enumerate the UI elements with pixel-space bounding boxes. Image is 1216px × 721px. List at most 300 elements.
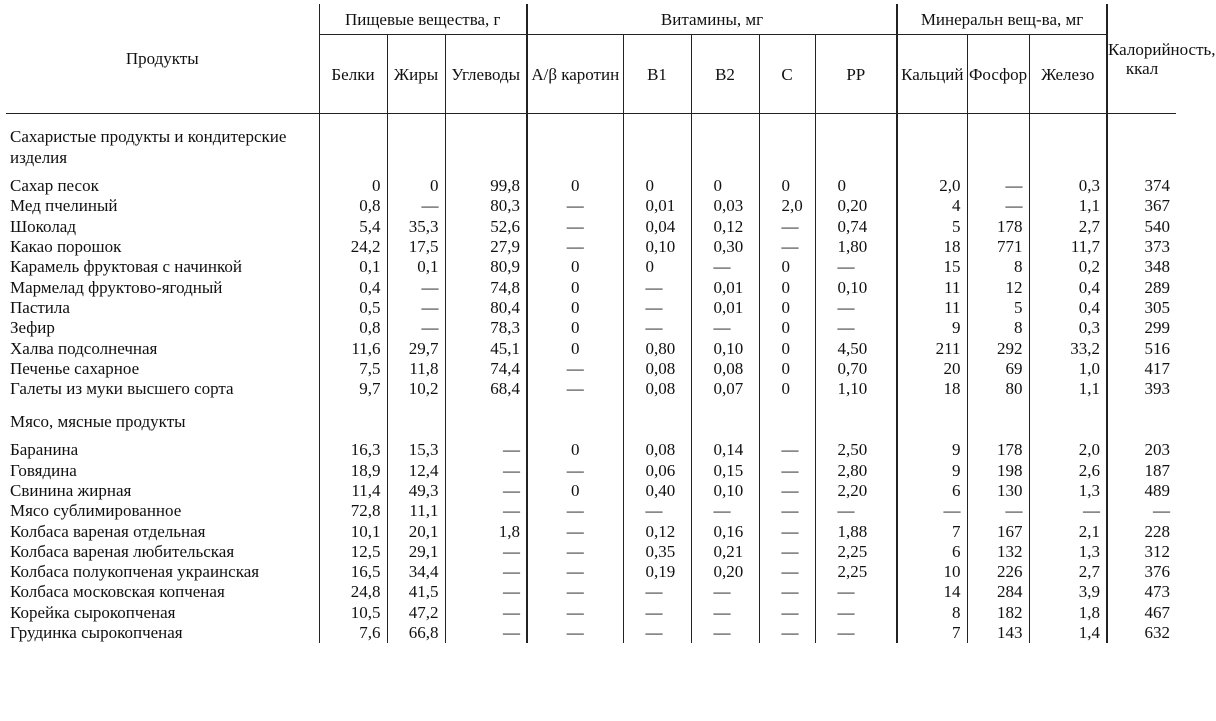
- vit-a-cell: —: [527, 217, 623, 237]
- fat-cell: 10,2: [387, 379, 445, 399]
- vit-b1-cell: [623, 399, 691, 432]
- calcium-cell: 8: [897, 603, 967, 623]
- product-name: Колбаса вареная отдельная: [10, 521, 206, 541]
- calcium-cell: 2,0: [897, 176, 967, 196]
- vit-b1-cell: 0,08: [623, 440, 691, 460]
- product-name: Колбаса полукопченая украинская: [10, 562, 260, 582]
- protein-cell: 5,4: [319, 217, 387, 237]
- vit-a-cell: —: [527, 521, 623, 541]
- phosphorus-cell: 198: [967, 461, 1029, 481]
- pp-header: PP: [815, 35, 897, 114]
- vit-a-cell: 0: [527, 277, 623, 297]
- calcium-cell: 14: [897, 582, 967, 602]
- iron-header: Железо: [1029, 35, 1107, 114]
- vit-c-cell: 0: [759, 298, 815, 318]
- minerals-group-header: Минеральн вещ-ва, мг: [897, 4, 1107, 35]
- calcium-cell: 4: [897, 196, 967, 216]
- vit-c-cell: [759, 114, 815, 169]
- nutrients-group-header: Пищевые вещества, г: [319, 4, 527, 35]
- vit-b1-cell: 0,01: [623, 196, 691, 216]
- vit-pp-cell: —: [815, 501, 897, 521]
- carbs-cell: 80,9: [445, 257, 527, 277]
- carbs-cell: —: [445, 582, 527, 602]
- vit-a-cell: —: [527, 562, 623, 582]
- protein-cell: 16,3: [319, 440, 387, 460]
- product-name: Колбаса вареная любительская: [10, 541, 235, 561]
- calcium-cell: 9: [897, 461, 967, 481]
- vit-b2-cell: —: [691, 318, 759, 338]
- carbs-cell: 99,8: [445, 176, 527, 196]
- vit-b2-cell: 0,01: [691, 298, 759, 318]
- calcium-cell: 6: [897, 542, 967, 562]
- protein-cell: 24,8: [319, 582, 387, 602]
- fat-cell: 29,7: [387, 338, 445, 358]
- table-row: [6, 603, 1176, 623]
- vit-b2-cell: 0,14: [691, 440, 759, 460]
- vit-c-cell: [759, 399, 815, 432]
- vit-pp-cell: —: [815, 318, 897, 338]
- vit-b2-cell: —: [691, 623, 759, 643]
- vit-pp-cell: [815, 432, 897, 440]
- vit-b1-cell: [623, 432, 691, 440]
- vit-pp-cell: 0: [815, 176, 897, 196]
- vit-a-cell: [527, 399, 623, 432]
- fat-cell: [387, 168, 445, 176]
- protein-cell: 24,2: [319, 237, 387, 257]
- table-row: [6, 623, 1176, 643]
- table-row: [6, 359, 1176, 379]
- table-body: [6, 114, 1176, 644]
- iron-cell: [1029, 432, 1107, 440]
- vit-b1-cell: —: [623, 277, 691, 297]
- phosphorus-cell: 292: [967, 338, 1029, 358]
- vit-c-cell: 0: [759, 318, 815, 338]
- iron-cell: 0,3: [1029, 176, 1107, 196]
- carbs-cell: 74,8: [445, 277, 527, 297]
- section-title: Сахаристые продукты и кондитерские изделия: [10, 127, 287, 167]
- vit-c-cell: —: [759, 623, 815, 643]
- calories-cell: 299: [1107, 318, 1176, 338]
- phosphorus-cell: 80: [967, 379, 1029, 399]
- table-row: [6, 217, 1176, 237]
- phosphorus-cell: 226: [967, 562, 1029, 582]
- product-name: Колбаса московская копченая: [10, 582, 225, 602]
- calcium-cell: 15: [897, 257, 967, 277]
- phosphorus-cell: 8: [967, 318, 1029, 338]
- calories-cell: [1107, 114, 1176, 169]
- phosphorus-header: Фосфор: [967, 35, 1029, 114]
- product-name: Мед пчелиный: [10, 196, 118, 216]
- carbs-cell: —: [445, 623, 527, 643]
- vit-a-cell: —: [527, 542, 623, 562]
- vit-b1-cell: 0,08: [623, 359, 691, 379]
- vit-a-cell: 0: [527, 440, 623, 460]
- vit-pp-cell: 0,74: [815, 217, 897, 237]
- iron-cell: 2,0: [1029, 440, 1107, 460]
- vit-c-cell: —: [759, 501, 815, 521]
- calories-cell: 374: [1107, 176, 1176, 196]
- iron-cell: 11,7: [1029, 237, 1107, 257]
- vit-c-cell: 0: [759, 359, 815, 379]
- vit-a-cell: [527, 168, 623, 176]
- vit-b2-cell: 0,21: [691, 542, 759, 562]
- product-name: Мясо сублимированное: [10, 501, 182, 521]
- vit-b1-cell: —: [623, 298, 691, 318]
- vit-b1-cell: 0,10: [623, 237, 691, 257]
- fat-cell: 34,4: [387, 562, 445, 582]
- vit-pp-cell: [815, 168, 897, 176]
- vit-pp-cell: —: [815, 257, 897, 277]
- calories-cell: 632: [1107, 623, 1176, 643]
- table-row: [6, 440, 1176, 460]
- vit-pp-cell: 2,25: [815, 562, 897, 582]
- protein-cell: 12,5: [319, 542, 387, 562]
- protein-cell: 72,8: [319, 501, 387, 521]
- protein-cell: 11,4: [319, 481, 387, 501]
- product-name: Свинина жирная: [10, 481, 132, 500]
- phosphorus-cell: [967, 168, 1029, 176]
- vit-pp-cell: 2,80: [815, 461, 897, 481]
- calcium-cell: [897, 168, 967, 176]
- protein-cell: 0,1: [319, 257, 387, 277]
- calcium-cell: 7: [897, 623, 967, 643]
- calcium-cell: 18: [897, 379, 967, 399]
- calories-cell: 489: [1107, 481, 1176, 501]
- protein-cell: 18,9: [319, 461, 387, 481]
- section-title: Мясо, мясные продукты: [10, 412, 186, 432]
- table-row: [6, 461, 1176, 481]
- table-row: [6, 542, 1176, 562]
- calcium-cell: 11: [897, 298, 967, 318]
- table-row: [6, 298, 1176, 318]
- carbs-cell: 52,6: [445, 217, 527, 237]
- iron-cell: 2,1: [1029, 521, 1107, 541]
- vit-b2-cell: —: [691, 501, 759, 521]
- vit-pp-cell: 0,70: [815, 359, 897, 379]
- table-row: [6, 562, 1176, 582]
- vit-c-cell: —: [759, 217, 815, 237]
- calcium-cell: [897, 432, 967, 440]
- vit-b2-cell: [691, 168, 759, 176]
- protein-cell: [319, 114, 387, 169]
- vit-pp-cell: 0,10: [815, 277, 897, 297]
- vit-b1-cell: 0,12: [623, 521, 691, 541]
- vit-c-cell: [759, 432, 815, 440]
- calories-cell: 348: [1107, 257, 1176, 277]
- fat-cell: 66,8: [387, 623, 445, 643]
- vitamins-group-header: Витамины, мг: [527, 4, 897, 35]
- vit-b1-cell: —: [623, 623, 691, 643]
- vit-c-cell: —: [759, 562, 815, 582]
- calories-cell: [1107, 432, 1176, 440]
- protein-cell: 16,5: [319, 562, 387, 582]
- vit-b2-cell: 0,12: [691, 217, 759, 237]
- phosphorus-cell: —: [967, 501, 1029, 521]
- iron-cell: 0,3: [1029, 318, 1107, 338]
- table-row: [6, 196, 1176, 216]
- protein-cell: 0: [319, 176, 387, 196]
- table-row: [6, 237, 1176, 257]
- calcium-cell: 18: [897, 237, 967, 257]
- calcium-cell: 10: [897, 562, 967, 582]
- phosphorus-cell: 771: [967, 237, 1029, 257]
- calories-cell: 540: [1107, 217, 1176, 237]
- phosphorus-cell: —: [967, 196, 1029, 216]
- protein-cell: [319, 432, 387, 440]
- calories-cell: 187: [1107, 461, 1176, 481]
- carbs-cell: 78,3: [445, 318, 527, 338]
- iron-cell: 33,2: [1029, 338, 1107, 358]
- fat-cell: 17,5: [387, 237, 445, 257]
- calories-cell: 467: [1107, 603, 1176, 623]
- vit-b1-cell: —: [623, 501, 691, 521]
- fat-cell: 15,3: [387, 440, 445, 460]
- calcium-cell: 11: [897, 277, 967, 297]
- vit-c-cell: —: [759, 582, 815, 602]
- carbs-cell: 27,9: [445, 237, 527, 257]
- vit-a-cell: —: [527, 237, 623, 257]
- vit-pp-cell: 1,10: [815, 379, 897, 399]
- calcium-header: Кальций: [897, 35, 967, 114]
- fat-cell: 47,2: [387, 603, 445, 623]
- protein-cell: 0,8: [319, 318, 387, 338]
- calcium-cell: 9: [897, 318, 967, 338]
- vit-c-cell: —: [759, 481, 815, 501]
- vit-a-cell: —: [527, 582, 623, 602]
- calcium-cell: 211: [897, 338, 967, 358]
- vit-pp-cell: 2,25: [815, 542, 897, 562]
- product-name: Сахар песок: [10, 176, 99, 196]
- carbs-cell: [445, 399, 527, 432]
- phosphorus-cell: 8: [967, 257, 1029, 277]
- vit-c-cell: —: [759, 237, 815, 257]
- vit-pp-cell: 0,20: [815, 196, 897, 216]
- calcium-cell: [897, 114, 967, 169]
- vit-b2-cell: 0,15: [691, 461, 759, 481]
- carbs-cell: —: [445, 461, 527, 481]
- protein-cell: 11,6: [319, 338, 387, 358]
- vit-c-cell: [759, 168, 815, 176]
- carbs-cell: —: [445, 501, 527, 521]
- iron-cell: 1,1: [1029, 196, 1107, 216]
- iron-cell: [1029, 399, 1107, 432]
- vit-a-cell: —: [527, 461, 623, 481]
- phosphorus-cell: 143: [967, 623, 1029, 643]
- calories-cell: 373: [1107, 237, 1176, 257]
- vit-b2-cell: 0,10: [691, 481, 759, 501]
- protein-cell: 7,5: [319, 359, 387, 379]
- vit-pp-cell: 4,50: [815, 338, 897, 358]
- vit-a-cell: 0: [527, 481, 623, 501]
- vit-c-cell: 2,0: [759, 196, 815, 216]
- carbs-cell: 80,4: [445, 298, 527, 318]
- table-row: [6, 257, 1176, 277]
- calcium-cell: 20: [897, 359, 967, 379]
- fat-cell: 35,3: [387, 217, 445, 237]
- fat-cell: 41,5: [387, 582, 445, 602]
- fat-cell: 0,1: [387, 257, 445, 277]
- vit-b2-cell: —: [691, 257, 759, 277]
- calories-cell: [1107, 399, 1176, 432]
- vit-c-cell: 0: [759, 277, 815, 297]
- protein-header: Белки: [319, 35, 387, 114]
- vit-b1-cell: 0,35: [623, 542, 691, 562]
- nutrition-table: [6, 4, 1216, 643]
- product-name: Халва подсолнечная: [10, 338, 158, 358]
- carbs-cell: 68,4: [445, 379, 527, 399]
- fat-cell: [387, 114, 445, 169]
- product-name: Пастила: [10, 297, 70, 317]
- vit-b1-cell: 0,80: [623, 338, 691, 358]
- protein-cell: 10,1: [319, 521, 387, 541]
- vit-b2-cell: —: [691, 603, 759, 623]
- calcium-cell: —: [897, 501, 967, 521]
- vit-b1-cell: 0,04: [623, 217, 691, 237]
- table-row: [6, 176, 1176, 196]
- product-name: Шоколад: [10, 216, 76, 236]
- calcium-cell: [897, 399, 967, 432]
- vit-b2-cell: 0,20: [691, 562, 759, 582]
- phosphorus-cell: 284: [967, 582, 1029, 602]
- vit-a-cell: —: [527, 501, 623, 521]
- vit-b2-cell: 0,03: [691, 196, 759, 216]
- phosphorus-cell: 178: [967, 440, 1029, 460]
- vit-b2-cell: —: [691, 582, 759, 602]
- product-name: Грудинка сырокопченая: [10, 623, 183, 643]
- protein-cell: 0,5: [319, 298, 387, 318]
- vit-pp-cell: 1,80: [815, 237, 897, 257]
- vit-a-cell: —: [527, 623, 623, 643]
- vit-b2-cell: 0,10: [691, 338, 759, 358]
- vit-b2-cell: [691, 432, 759, 440]
- fat-cell: 29,1: [387, 542, 445, 562]
- fat-cell: 20,1: [387, 521, 445, 541]
- calories-cell: 312: [1107, 542, 1176, 562]
- carbs-cell: 80,3: [445, 196, 527, 216]
- vit-b1-cell: —: [623, 318, 691, 338]
- vit-b2-cell: [691, 399, 759, 432]
- vit-pp-cell: [815, 114, 897, 169]
- vit-b1-cell: 0: [623, 257, 691, 277]
- table-row: [6, 582, 1176, 602]
- fat-header: Жиры: [387, 35, 445, 114]
- vit-a-cell: —: [527, 196, 623, 216]
- b1-header: B1: [623, 35, 691, 114]
- product-name: Мармелад фруктово-ягодный: [10, 277, 223, 297]
- vit-pp-cell: 2,20: [815, 481, 897, 501]
- vit-a-header: A/β каротин: [527, 35, 623, 114]
- calcium-cell: 9: [897, 440, 967, 460]
- fat-cell: 12,4: [387, 461, 445, 481]
- b2-header: B2: [691, 35, 759, 114]
- protein-cell: [319, 399, 387, 432]
- iron-cell: 0,2: [1029, 257, 1107, 277]
- calories-cell: 417: [1107, 359, 1176, 379]
- protein-cell: 0,8: [319, 196, 387, 216]
- fat-cell: 11,1: [387, 501, 445, 521]
- carbs-cell: [445, 432, 527, 440]
- vit-c-cell: —: [759, 461, 815, 481]
- iron-cell: 0,4: [1029, 298, 1107, 318]
- iron-cell: [1029, 168, 1107, 176]
- vit-b1-cell: [623, 168, 691, 176]
- section-heading-row: [6, 114, 1176, 169]
- product-name: Баранина: [10, 440, 79, 460]
- vit-b2-cell: 0: [691, 176, 759, 196]
- vit-a-cell: 0: [527, 338, 623, 358]
- carbs-cell: —: [445, 481, 527, 501]
- vit-c-cell: —: [759, 440, 815, 460]
- vit-a-cell: 0: [527, 257, 623, 277]
- vit-b2-cell: [691, 114, 759, 169]
- calories-cell: 305: [1107, 298, 1176, 318]
- product-name: Печенье сахарное: [10, 358, 140, 378]
- vit-b1-cell: —: [623, 603, 691, 623]
- fat-cell: [387, 399, 445, 432]
- phosphorus-cell: [967, 432, 1029, 440]
- calories-header: Калорийность, ккал: [1107, 4, 1176, 114]
- iron-cell: 1,4: [1029, 623, 1107, 643]
- iron-cell: 1,3: [1029, 481, 1107, 501]
- vit-c-cell: 0: [759, 176, 815, 196]
- vit-b2-cell: 0,07: [691, 379, 759, 399]
- table-row: [6, 318, 1176, 338]
- carbs-cell: 74,4: [445, 359, 527, 379]
- vit-c-cell: 0: [759, 338, 815, 358]
- vit-pp-cell: 1,88: [815, 521, 897, 541]
- iron-cell: 1,8: [1029, 603, 1107, 623]
- product-name: Корейка сырокопченая: [10, 602, 176, 622]
- vit-pp-cell: —: [815, 298, 897, 318]
- calories-cell: —: [1107, 501, 1176, 521]
- vit-b1-cell: 0,06: [623, 461, 691, 481]
- spacer-row: [6, 432, 1176, 440]
- vit-pp-cell: —: [815, 582, 897, 602]
- vit-pp-cell: [815, 399, 897, 432]
- calcium-cell: 6: [897, 481, 967, 501]
- vit-c-cell: 0: [759, 379, 815, 399]
- vit-a-cell: 0: [527, 318, 623, 338]
- fat-cell: —: [387, 196, 445, 216]
- iron-cell: 2,6: [1029, 461, 1107, 481]
- calories-cell: 393: [1107, 379, 1176, 399]
- carbs-cell: —: [445, 542, 527, 562]
- table-row: [6, 481, 1176, 501]
- vit-b2-cell: 0,30: [691, 237, 759, 257]
- phosphorus-cell: 69: [967, 359, 1029, 379]
- calories-cell: 516: [1107, 338, 1176, 358]
- vit-b1-cell: 0,40: [623, 481, 691, 501]
- phosphorus-cell: 5: [967, 298, 1029, 318]
- phosphorus-cell: 132: [967, 542, 1029, 562]
- iron-cell: 2,7: [1029, 217, 1107, 237]
- product-name: Говядина: [10, 460, 77, 480]
- protein-cell: 10,5: [319, 603, 387, 623]
- name-cell: [6, 168, 319, 176]
- phosphorus-cell: —: [967, 176, 1029, 196]
- c-header: C: [759, 35, 815, 114]
- phosphorus-cell: 130: [967, 481, 1029, 501]
- vit-b1-cell: [623, 114, 691, 169]
- vit-a-cell: —: [527, 603, 623, 623]
- phosphorus-cell: 182: [967, 603, 1029, 623]
- calories-cell: 289: [1107, 277, 1176, 297]
- calories-cell: 203: [1107, 440, 1176, 460]
- fat-cell: [387, 432, 445, 440]
- carbs-header: Углеводы: [445, 35, 527, 114]
- protein-cell: 7,6: [319, 623, 387, 643]
- vit-c-cell: 0: [759, 257, 815, 277]
